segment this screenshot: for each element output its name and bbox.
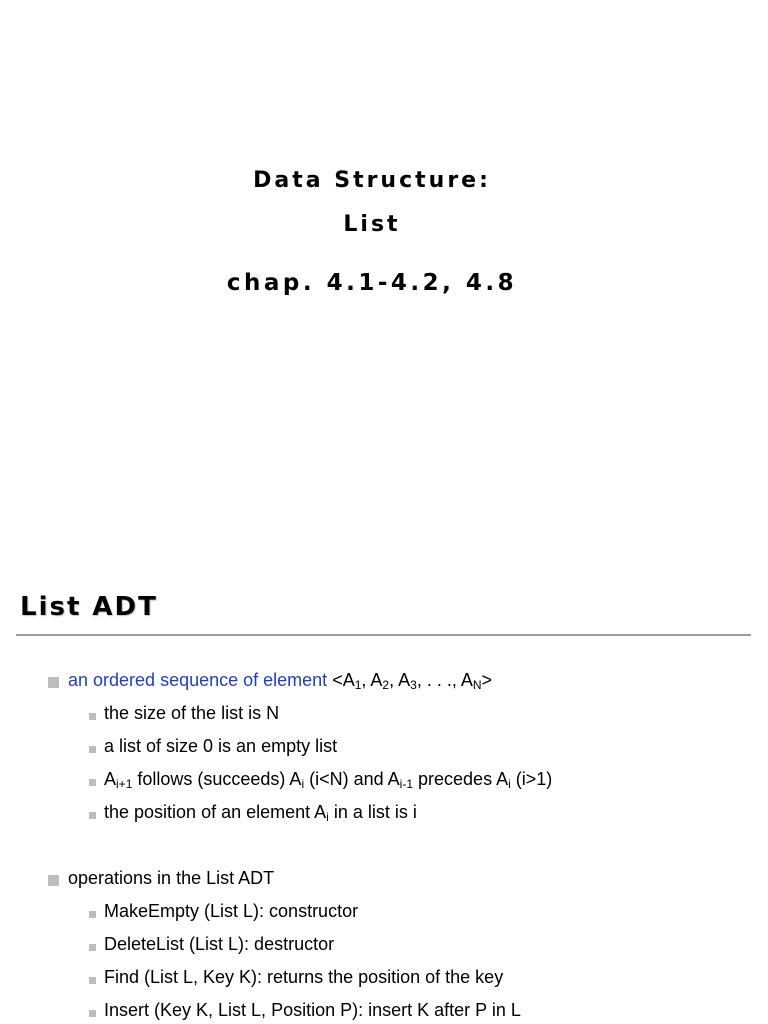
title-line-1: Data Structure: (253, 168, 491, 193)
definition-highlight: an ordered sequence of element (68, 670, 328, 690)
subscript: i (301, 777, 305, 791)
sub-item-size: the size of the list is N (104, 703, 280, 723)
subscript: 3 (410, 678, 417, 692)
operation-find: Find (List L, Key K): returns the position of the key (104, 967, 504, 987)
sequence-text: , A (361, 670, 383, 690)
order-text: precedes A (413, 769, 509, 789)
sub-bullet-marker (89, 746, 96, 753)
sequence-text: , A (389, 670, 411, 690)
bullet-marker (48, 677, 59, 688)
subscript: i-1 (399, 777, 414, 791)
order-text: (i<N) and A (304, 769, 400, 789)
sequence-text: > (481, 670, 493, 690)
subscript: i (508, 777, 511, 791)
subscript: i+1 (116, 777, 133, 791)
operation-delete-list: DeleteList (List L): destructor (104, 934, 335, 954)
operation-make-empty: MakeEmpty (List L): constructor (104, 901, 359, 921)
title-line-2: List (343, 212, 401, 237)
sub-bullet-marker (89, 1010, 96, 1017)
order-text: follows (succeeds) A (132, 769, 302, 789)
subscript: N (472, 678, 482, 692)
operation-insert: Insert (Key K, List L, Position P): insert K after P in L (104, 1000, 521, 1020)
sub-item-order (104, 768, 552, 790)
subscript: 2 (382, 678, 390, 692)
sub-item-position (104, 801, 417, 823)
sub-bullet-marker (89, 944, 96, 951)
sequence-text: , . . ., A (416, 670, 473, 690)
sub-bullet-marker (89, 779, 96, 786)
sub-item-empty: a list of size 0 is an empty list (104, 736, 338, 756)
subscript: i (326, 810, 329, 824)
order-text: (i>1) (510, 769, 553, 789)
heading-divider (16, 634, 751, 636)
position-text: in a list is i (328, 802, 417, 822)
sub-bullet-marker (89, 977, 96, 984)
sub-bullet-marker (89, 713, 96, 720)
sub-bullet-marker (89, 812, 96, 819)
bullet-marker (48, 875, 59, 886)
subscript: 1 (354, 678, 362, 692)
chapter-reference: chap. 4.1-4.2, 4.8 (226, 270, 518, 296)
bullet-ordered-sequence (68, 669, 492, 691)
position-text: the position of an element A (104, 802, 327, 822)
sequence-text: <A (327, 670, 355, 690)
order-text: A (104, 769, 117, 789)
sub-bullet-marker (89, 911, 96, 918)
slide-heading: List ADT (20, 592, 158, 622)
bullet-operations: operations in the List ADT (68, 868, 275, 888)
